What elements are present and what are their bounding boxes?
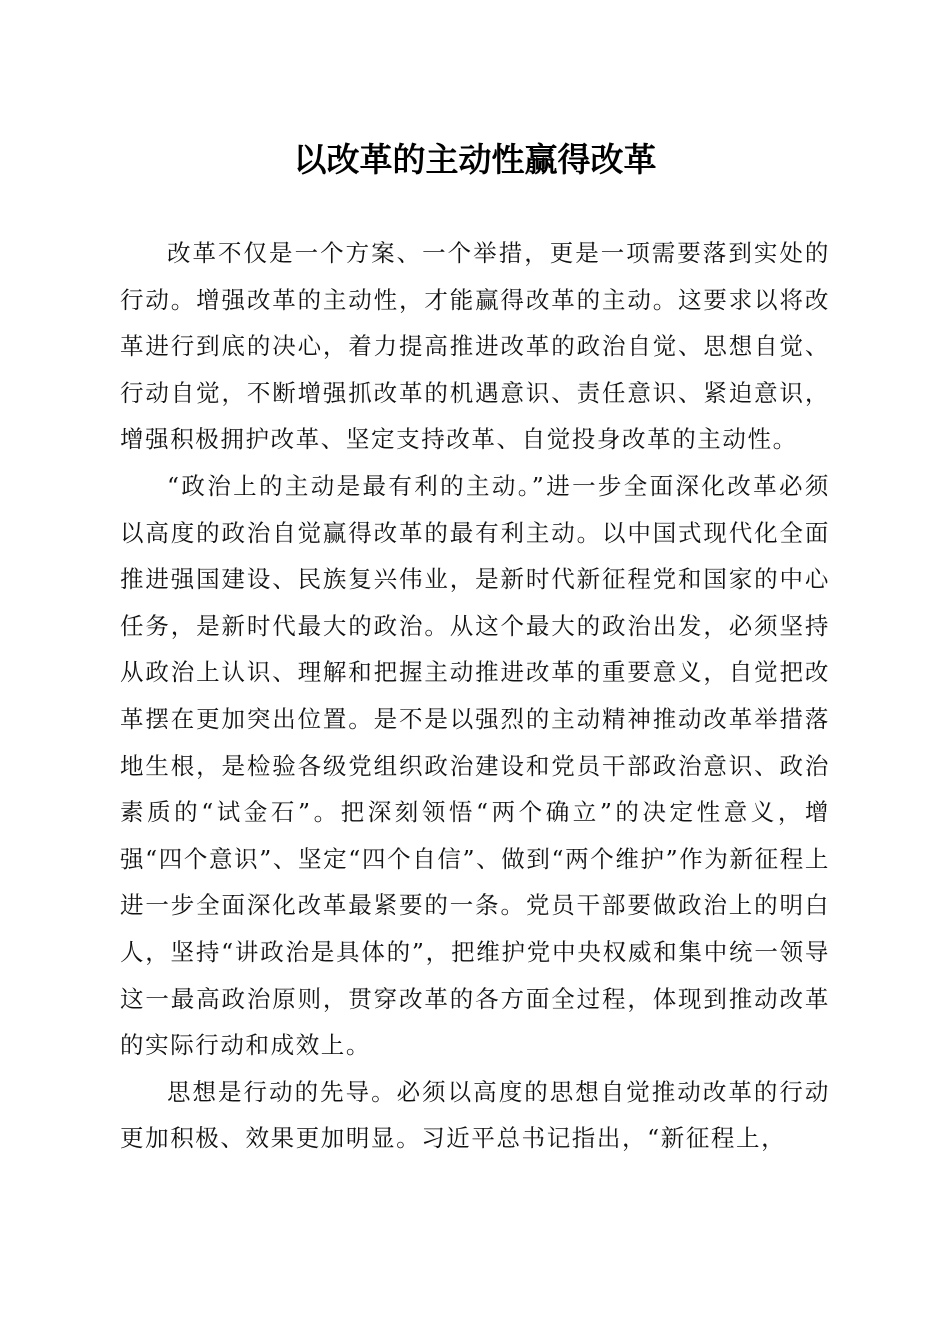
paragraph-2: “政治上的主动是最有利的主动。”进一步全面深化改革必须以高度的政治自觉赢得改革的最有利主动。以中国式现代化全面推进强国建设、民族复兴伟业，是新时代新征程党和国家的中心任务，是新时代最大的政治。从这个最大的政治出发，必须坚持从政治上认识、理解和把握主动推进改革的重要意义，自觉把改革摆在更加突出位置。是不是以强烈的主动精神推动改革举措落地生根，是检验各级党组织政治建设和党员干部政治意识、政治素质的“试金石”。把深刻领悟“两个确立”的决定性意义，增强“四个意识”、坚定“四个自信”、做到“两个维护”作为新征程上进一步全面深化改革最紧要的一条。党员干部要做政治上的明白人，坚持“讲政治是具体的”，把维护党中央权威和集中统一领导这一最高政治原则，贯穿改革的各方面全过程，体现到推动改革的实际行动和成效上。 <box>120 471 830 1060</box>
document-body <box>120 230 830 1162</box>
paragraph-1: 改革不仅是一个方案、一个举措，更是一项需要落到实处的行动。增强改革的主动性，才能赢得改革的主动。这要求以将改革进行到底的决心，着力提高推进改革的政治自觉、思想自觉、行动自觉，不断增强抓改革的机遇意识、责任意识、紧迫意识，增强积极拥护改革、坚定支持改革、自觉投身改革的主动性。 <box>120 239 830 454</box>
paragraph-3: 思想是行动的先导。必须以高度的思想自觉推动改革的行动更加积极、效果更加明显。习近平总书记指出，“新征程上， <box>120 1077 830 1153</box>
document-title: 以改革的主动性赢得改革 <box>293 140 657 179</box>
